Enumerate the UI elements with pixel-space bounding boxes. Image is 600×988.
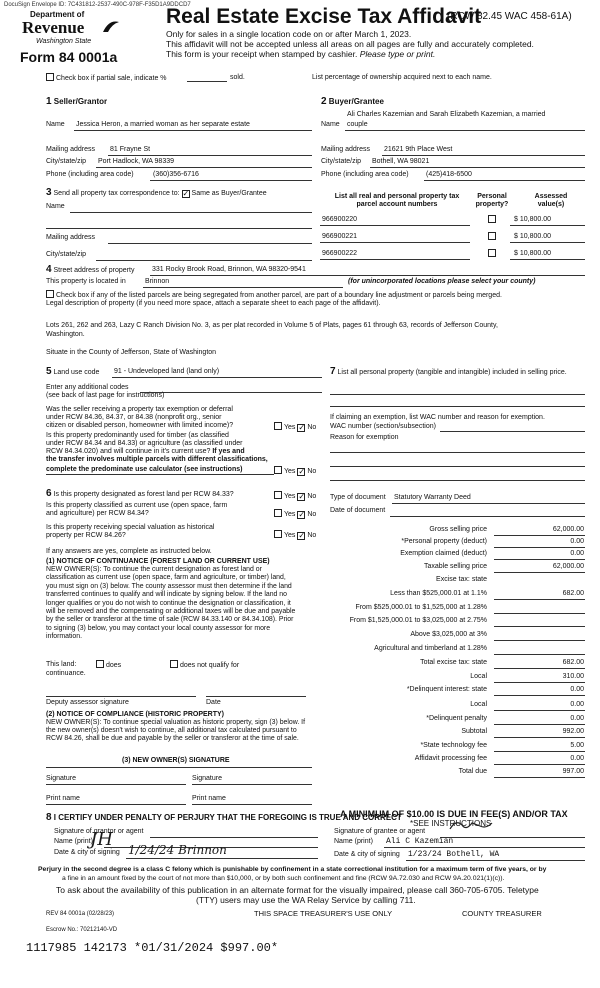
alternate-format-note-2: (TTY) users may use the WA Relay Service by calling 711. (196, 895, 416, 905)
current-use-question: Is this property classified as current use (open space, farm (46, 502, 228, 509)
owner-print-field-2[interactable] (192, 804, 312, 805)
land-use-label: Land use code (53, 369, 100, 376)
partial-sale-label: Check box if partial sale, indicate % (56, 75, 167, 82)
historic-question-2: property per RCW 84.26? (46, 532, 126, 539)
this-land-label: This land: (46, 661, 77, 668)
buyer-phone[interactable]: (425)418-6500 (426, 171, 472, 178)
buyer-name-label: Name (321, 121, 340, 128)
correspondence-city-label: City/state/zip (46, 251, 87, 258)
certification-statement: I CERTIFY UNDER PENALTY OF PERJURY THAT THE FOREGOING IS TRUE AND CORRECT (53, 813, 402, 822)
dept-label: Department of (30, 10, 85, 19)
tax-row-label: *Delinquent interest: state (406, 686, 487, 693)
additional-codes-field[interactable] (140, 392, 322, 393)
tax-row-label: Affidavit processing fee (414, 755, 487, 762)
grantor-signature-label: Signature of grantor or agent (54, 828, 144, 835)
tax-row-label: *Personal property (deduct) (401, 538, 487, 545)
form-number: Form 84 0001a (20, 49, 118, 65)
document-type-label: Type of document (330, 494, 386, 501)
tax-row-value[interactable]: 682.00 (562, 590, 584, 597)
exemption-no-checkbox[interactable]: ✓ (298, 423, 306, 432)
document-date-field[interactable] (390, 516, 585, 517)
tax-row-value[interactable]: 0.00 (570, 538, 584, 545)
no-label: No (307, 532, 317, 539)
assessed-value[interactable]: $ 10,800.00 (514, 250, 551, 257)
assessed-column-heading: Assessed (534, 193, 568, 200)
deputy-date-field[interactable] (206, 696, 306, 697)
exemption-yes-checkbox[interactable] (274, 422, 282, 430)
tax-row-label: Excise tax: state (436, 576, 487, 583)
correspondence-name-field[interactable] (70, 212, 312, 213)
continuance-label: continuance. (46, 670, 86, 677)
owner-print-label: Print name (46, 795, 80, 802)
street-address-label: Street address of property (53, 267, 135, 274)
grantor-signature: JH (90, 829, 113, 850)
current-use-no-checkbox[interactable]: ✓ (298, 510, 306, 519)
correspondence-address-label: Mailing address (46, 234, 96, 241)
page-title: Real Estate Excise Tax Affidavit (166, 5, 482, 28)
yes-label: Yes (284, 468, 296, 475)
state-label: Washington State (36, 38, 92, 45)
partial-sale-checkbox[interactable] (46, 73, 54, 81)
exemption-question-3: citizen or disabled person, homeowner with limited income)? (46, 422, 234, 429)
revenue-swoosh-icon (101, 19, 121, 35)
tax-row-label: *State technology fee (420, 742, 487, 749)
property-city[interactable]: Brinnon (145, 278, 170, 285)
escrow-number: Escrow No.: 70212140-VD (46, 927, 118, 933)
yes-label: Yes (284, 493, 296, 500)
minimum-fee-note: A MINIMUM OF $10.00 IS DUE IN FEE(S) AND/OR TAX (340, 809, 568, 819)
assessed-value[interactable]: $ 10,800.00 (514, 233, 551, 240)
parcel-number[interactable]: 966900220 (322, 216, 358, 223)
no-label: No (307, 511, 317, 518)
no-label: No (307, 493, 317, 500)
timber-question-ifyes: If yes and (212, 448, 245, 455)
tax-row-label: Taxable selling price (423, 563, 487, 570)
buyer-city-label: City/state/zip (321, 158, 362, 165)
land-use-code[interactable]: 91 - Undeveloped land (land only) (114, 368, 220, 375)
grantee-date-label: Date & city of signing (334, 851, 400, 858)
notice-continuance-text: NEW OWNER(S): To continue the current designation as forest land or classification as current use (open space, farm and agriculture, or timber) land, you must sign on (3) below. The county assessor must then determine if the land transferred continues to qualify and will indicate by signing below. If the land no longer qualifies or you do not wish to continue the designation or classification, it will be removed and the compensating or additional taxes will be due and payable by the seller or transferor at the time of sale (RCW 84.33.140 or 84.34.108). Prior to signing (3) below, you may contact your local county assessor for more information. (46, 566, 296, 641)
tax-row-value[interactable]: 5.00 (570, 742, 584, 749)
forest-land-question: Is this property designated as forest land per RCW 84.33? (53, 491, 234, 498)
personal-property-checkbox[interactable] (488, 232, 496, 240)
seller-heading: Seller/Grantor (53, 97, 108, 106)
see-instructions-note: *SEE INSTRUCTIONS (410, 819, 492, 828)
document-type[interactable]: Statutory Warranty Deed (394, 494, 471, 501)
same-as-buyer-checkbox[interactable]: ✓ (182, 189, 190, 198)
timber-no-checkbox[interactable]: ✓ (298, 467, 306, 476)
seller-city[interactable]: Port Hadlock, WA 98339 (98, 158, 175, 165)
deputy-signature-label: Deputy assessor signature (46, 699, 129, 706)
parcel-column-heading: List all real and personal property tax (334, 193, 460, 200)
timber-question-3: RCW 84.34.020) and will continue in it's current use? (46, 448, 211, 455)
additional-codes-label: Enter any additional codes (46, 384, 129, 391)
tax-row-label: From $1,525,000.01 to $3,025,000 at 2.75% (349, 617, 487, 624)
property-street-address[interactable]: 331 Rocky Brook Road, Brinnon, WA 98320-9541 (152, 266, 306, 273)
tax-row-label: Total due (458, 768, 487, 775)
timber-yes-checkbox[interactable] (274, 466, 282, 474)
seller-name[interactable]: Jessica Heron, a married woman as her separate estate (76, 121, 250, 128)
current-use-question-2: and agriculture) per RCW 84.34? (46, 510, 149, 517)
deputy-signature-field[interactable] (46, 696, 196, 697)
header-note-3: This form is your receipt when stamped by cashier. (166, 49, 358, 59)
grantee-date-city[interactable]: 1/23/24 Bothell, WA (408, 850, 500, 859)
land-does-checkbox[interactable] (96, 660, 104, 668)
tax-row-label: Total excise tax: state (420, 659, 487, 666)
correspondence-name-label: Name (46, 203, 65, 210)
sold-label: sold. (230, 74, 245, 81)
parcel-number[interactable]: 966900222 (322, 250, 358, 257)
land-does-not-label: does not qualify for (180, 662, 240, 669)
personal-property-field[interactable] (330, 394, 585, 395)
personal-column-heading: Personal (477, 193, 507, 200)
tax-row-value[interactable]: 310.00 (562, 673, 584, 680)
notice-compliance-text: NEW OWNER(S): To continue special valuation as historic property, sign (3) below. If the new owner(s) doesn't wish to continue, all additional tax calculated pursuant to RCW 84.26, shall be due and payable by the seller or transferor at the time of sale. (46, 719, 306, 743)
current-use-yes-checkbox[interactable] (274, 509, 282, 517)
tax-row-value[interactable]: 62,000.00 (552, 526, 584, 533)
correspondence-address-field[interactable] (108, 243, 312, 244)
tax-row-label: Exemption claimed (deduct) (400, 550, 487, 557)
exemption-question-2: under RCW 84.36, 84.37, or 84.38 (nonprofit org., senior (46, 414, 222, 421)
new-owner-signature-heading: (3) NEW OWNER(S) SIGNATURE (122, 757, 230, 764)
deputy-date-label: Date (206, 699, 221, 706)
header-note-1: Only for sales in a single location code on or after March 1, 2023. (166, 29, 412, 39)
owner-print-label-2: Print name (192, 795, 226, 802)
assessed-column-heading-2: value(s) (537, 201, 565, 209)
seller-address-label: Mailing address (46, 146, 96, 153)
exemption-question: Was the seller receiving a property tax exemption or deferral (46, 406, 233, 413)
timber-question-4: the transfer involves multiple parcels with different classifications, (46, 456, 268, 463)
perjury-warning-2: a fine in an amount fixed by the court of not more than $10,000, or by both such confinement and fine (RCW 9A.72.030 and RCW 9A.20.021(1)(c)). (62, 875, 505, 882)
correspondence-label: Send all property tax correspondence to: (53, 190, 180, 197)
grantee-signature-label: Signature of grantee or agent (334, 828, 426, 835)
located-label: This property is located in (46, 278, 126, 285)
tax-row-label: Local (470, 701, 487, 708)
seller-name-label: Name (46, 121, 65, 128)
rcw-reference: (RCW 82.45 WAC 458-61A) (447, 11, 572, 22)
grantor-signature-field[interactable] (150, 837, 318, 838)
personal-column-heading-2: property? (475, 201, 509, 209)
county-treasurer-label: COUNTY TREASURER (462, 909, 542, 918)
forest-no-checkbox[interactable]: ✓ (298, 492, 306, 501)
buyer-address[interactable]: 21621 9th Place West (384, 146, 453, 153)
no-label: No (307, 424, 317, 431)
exemption-reason-field[interactable] (330, 452, 585, 453)
revenue-logo: Revenue (22, 18, 85, 37)
additional-codes-note: (see back of last page for instructions) (46, 392, 165, 399)
buyer-heading: Buyer/Grantee (328, 97, 384, 106)
tax-row-label: From $525,000.01 to $1,525,000 at 1.28% (355, 604, 487, 611)
parcel-number[interactable]: 966900221 (322, 233, 358, 240)
grantee-name-label: Name (print) (334, 838, 373, 845)
owner-signature-field-2[interactable] (192, 784, 312, 785)
tax-row-label: Less than $525,000.01 at 1.1% (390, 590, 487, 597)
timber-question: Is this property predominantly used for timber (as classified (46, 432, 229, 439)
owner-signature-label-2: Signature (192, 775, 222, 782)
correspondence-city-field[interactable] (96, 260, 312, 261)
yes-label: Yes (284, 532, 296, 539)
wac-number-label: WAC number (section/subsection) (330, 423, 436, 430)
yes-label: Yes (284, 511, 296, 518)
grantor-date-city[interactable]: 1/24/24 Brinnon (128, 843, 227, 857)
tax-row-value[interactable]: 62,000.00 (552, 563, 584, 570)
timber-question-5: complete the predominate use calculator (see instructions) (46, 466, 243, 473)
tax-row-value[interactable]: 0.00 (570, 715, 584, 722)
exemption-claim-label: If claiming an exemption, list WAC number and reason for exemption. (330, 414, 545, 421)
tax-row-value[interactable]: 992.00 (562, 728, 584, 735)
docusign-envelope-id: DocuSign Envelope ID: 7C431812-2537-490C-978F-F35D1A9DDCD7 (4, 2, 191, 8)
partial-percent-field[interactable] (187, 81, 227, 82)
tax-row-label: Subtotal (461, 728, 487, 735)
historic-no-checkbox[interactable]: ✓ (298, 531, 306, 540)
treasurer-space-label: THIS SPACE TREASURER'S USE ONLY (254, 909, 393, 918)
seller-phone[interactable]: (360)356-6716 (153, 171, 199, 178)
owner-signature-field[interactable] (46, 784, 186, 785)
if-any-yes-note: If any answers are yes, complete as instructed below. (46, 548, 212, 555)
tax-row-label: Local (470, 673, 487, 680)
perjury-warning: Perjury in the second degree is a class C felony which is punishable by confinement in a state correctional institution for a maximum term of five years, or by (38, 866, 547, 873)
tax-row-label: Gross selling price (429, 526, 487, 533)
buyer-address-label: Mailing address (321, 146, 371, 153)
revision-label: REV 84 0001a (02/28/23) (46, 911, 115, 917)
parcel-column-heading-2: parcel account numbers (356, 201, 438, 209)
personal-property-checkbox[interactable] (488, 249, 496, 257)
notice-continuance-heading: (1) NOTICE OF CONTINUANCE (FOREST LAND OR CURRENT USE) (46, 558, 270, 565)
buyer-name-line2[interactable]: couple (347, 121, 368, 128)
tax-row-value[interactable]: 682.00 (562, 659, 584, 666)
grantor-date-label: Date & city of signing (54, 849, 120, 856)
forest-yes-checkbox[interactable] (274, 491, 282, 499)
notice-compliance-heading: (2) NOTICE OF COMPLIANCE (HISTORIC PROPERTY) (46, 711, 224, 718)
owner-signature-label: Signature (46, 775, 76, 782)
land-does-not-checkbox[interactable] (170, 660, 178, 668)
treasurer-receipt-stamp: 1117985 142173 *01/31/2024 $997.00* (26, 941, 279, 955)
yes-label: Yes (284, 424, 296, 431)
legal-description[interactable]: Lots 261, 262 and 263, Lazy C Ranch Division No. 3, as per plat recorded in Volume 5 of Plats, pages 61 through 63, records of Jefferson County, (46, 322, 498, 329)
historic-yes-checkbox[interactable] (274, 530, 282, 538)
county-situate[interactable]: Situate in the County of Jefferson, State of Washington (46, 349, 217, 356)
grantee-signature-field[interactable] (440, 837, 585, 838)
legal-description-cont[interactable]: Washington. (46, 331, 85, 338)
seller-city-label: City/state/zip (46, 158, 87, 165)
personal-property-label: List all personal property (tangible and intangible) included in selling price. (337, 369, 567, 376)
tax-row-value[interactable]: 0.00 (570, 701, 584, 708)
buyer-name-line1[interactable]: Ali Charles Kazemian and Sarah Elizabeth Kazemian, a married (347, 111, 546, 118)
alternate-format-note: To ask about the availability of this publication in an alternate format for the visually impaired, please call 360-705-6705. Teletype (56, 885, 539, 895)
tax-row-label: *Delinquent penalty (426, 715, 487, 722)
tax-row-label: Above $3,025,000 at 3% (410, 631, 487, 638)
legal-description-label: Legal description of property (if you need more space, attach a separate sheet to each page of the affidavit). (46, 300, 381, 307)
segregated-parcel-checkbox[interactable] (46, 290, 54, 298)
land-does-label: does (106, 662, 122, 669)
unincorporated-note: (for unincorporated locations please select your county) (348, 278, 536, 285)
tax-row-value[interactable]: 997.00 (562, 768, 584, 775)
tax-row-value[interactable]: 0.00 (570, 686, 584, 693)
header-note-2: This affidavit will not be accepted unless all areas on all pages are fully and accurately completed. (166, 39, 534, 49)
owner-print-field[interactable] (46, 804, 186, 805)
document-date-label: Date of document (330, 507, 386, 514)
personal-property-checkbox[interactable] (488, 215, 496, 223)
grantor-name-label: Name (print) (54, 838, 93, 845)
same-as-buyer-label: Same as Buyer/Grantee (191, 190, 267, 197)
wac-number-field[interactable] (440, 431, 585, 432)
timber-question-2: under RCW 84.34 and 84.33) or agriculture (as classified under (46, 440, 243, 447)
seller-address[interactable]: 81 Frayne St (110, 146, 151, 153)
tax-row-label: Agricultural and timberland at 1.28% (374, 645, 487, 652)
no-label: No (307, 468, 317, 475)
buyer-phone-label: Phone (including area code) (321, 171, 409, 178)
historic-question: Is this property receiving special valuation as historical (46, 524, 215, 531)
tax-row-value[interactable]: 0.00 (570, 550, 584, 557)
header-note-type: Please type or print. (359, 49, 436, 59)
seller-phone-label: Phone (including area code) (46, 171, 134, 178)
grantee-signature-icon (446, 817, 494, 835)
exemption-reason-label: Reason for exemption (330, 434, 399, 441)
tax-row-value[interactable]: 0.00 (570, 755, 584, 762)
ownership-note: List percentage of ownership acquired next to each name. (312, 74, 492, 81)
segregated-parcel-label: Check box if any of the listed parcels are being segregated from another parcel, are part of a boundary line adjustment or parcels being merged. (56, 292, 502, 299)
assessed-value[interactable]: $ 10,800.00 (514, 216, 551, 223)
buyer-city[interactable]: Bothell, WA 98021 (372, 158, 430, 165)
grantee-name[interactable]: Ali C Kazemian (386, 837, 454, 846)
